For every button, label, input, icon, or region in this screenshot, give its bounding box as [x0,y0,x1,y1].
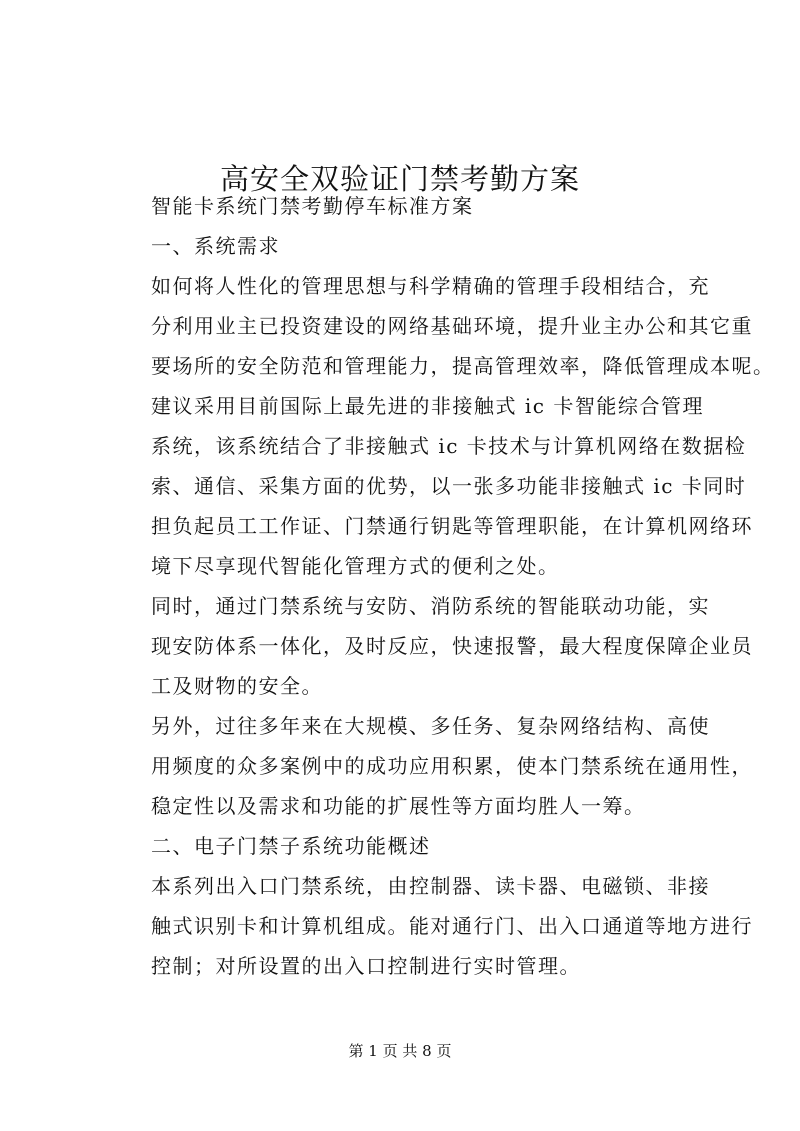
paragraph-line: 担负起员工工作证、门禁通行钥匙等管理职能，在计算机网络环 [151,514,753,538]
paragraph-line: 控制；对所设置的出入口控制进行实时管理。 [151,954,581,978]
paragraph-line: 要场所的安全防范和管理能力，提高管理效率，降低管理成本呢。 [151,354,775,378]
paragraph-line: 系统，该系统结合了非接触式 ic 卡技术与计算机网络在数据检 [151,434,747,458]
section-heading-access-control-overview [108,826,704,866]
paragraph-line: 现安防体系一体化，及时反应，快速报警，最大程度保障企业员 [151,634,753,658]
section-heading-system-requirements [108,226,704,266]
paragraph-line: 分利用业主已投资建设的网络基础环境，提升业主办公和其它重 [151,314,753,338]
paragraph-line: 本系列出入口门禁系统，由控制器、读卡器、电磁锁、非接 [151,874,710,898]
paragraph-requirements [108,266,775,386]
paragraph-line: 稳定性以及需求和功能的扩展性等方面均胜人一筹。 [151,794,646,818]
paragraph-line: 同时，通过门禁系统与安防、消防系统的智能联动功能，实 [151,594,710,618]
paragraph-line: 另外，过往多年来在大规模、多任务、复杂网络结构、高使 [151,714,710,738]
paragraph-line: 用频度的众多案例中的成功应用积累，使本门禁系统在通用性， [151,754,753,778]
paragraph-line: 工及财物的安全。 [151,674,323,698]
paragraph-line: 二、电子门禁子系统功能概述 [151,834,431,858]
paragraph-security-integration [108,586,753,706]
paragraph-subtitle [108,186,704,226]
paragraph-experience [108,706,753,826]
paragraph-line: 一、系统需求 [151,234,280,258]
page-number-footer: 第 1 页 共 8 页 [348,1042,452,1060]
paragraph-line: 建议采用目前国际上最先进的非接触式 ic 卡智能综合管理 [151,394,704,418]
paragraph-ic-card-proposal [108,386,753,586]
document-title: 高安全双验证门禁考勤方案 [219,162,580,197]
document-body [108,186,775,986]
paragraph-line: 境下尽享现代智能化管理方式的便利之处。 [151,554,560,578]
paragraph-system-composition [108,866,753,986]
paragraph-line: 智能卡系统门禁考勤停车标准方案 [151,194,474,218]
paragraph-line: 如何将人性化的管理思想与科学精确的管理手段相结合，充 [151,274,710,298]
paragraph-line: 触式识别卡和计算机组成。能对通行门、出入口通道等地方进行 [151,914,753,938]
paragraph-line: 索、通信、采集方面的优势，以一张多功能非接触式 ic 卡同时 [151,474,747,498]
